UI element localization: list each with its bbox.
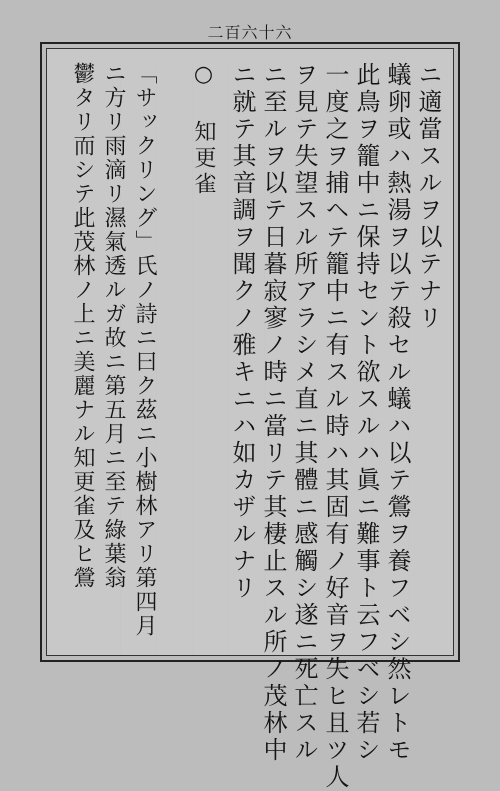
text-column-5: ヲ見テ失望スル所アラシメ直ニ其體ニ感觸シ遂ニ死亡スル <box>290 62 318 764</box>
page-number: 二百六十六 <box>207 23 293 42</box>
text-column-3: 此鳥ヲ籠中ニ保持セント欲スルハ眞ニ難事ト云フベシ若シ <box>352 62 380 764</box>
text-column-4: 一度之ヲ捕ヘテ籠中ニ有スル時ハ其固有ノ好音ヲ失ヒ且ツ人 <box>321 62 349 791</box>
text-block <box>50 52 450 791</box>
text-column-1: ニ適當スルヲ以テナリ <box>414 62 442 332</box>
text-column-8: 「サックリング」氏ノ詩ニ曰ク茲ニ小樹林アリ第四月 <box>132 62 157 638</box>
text-column-9: ニ方リ雨滴リ濕氣透ルガ故ニ第五月ニ至テ綠葉翁 <box>101 62 126 590</box>
text-column-10: 鬱タリ而シテ此茂林ノ上ニ美麗ナル知更雀及ヒ鶯 <box>70 62 95 590</box>
text-column-7: ニ就テ其音調ヲ聞クノ雅キニハ如カザルナリ <box>228 62 256 602</box>
section-heading: ○ 知更雀 <box>191 62 216 198</box>
text-column-6: ニ至ルヲ以テ日暮寂寥ノ時ニ當リテ其棲止スル所ノ茂林中 <box>259 62 287 764</box>
text-column-2: 蟻卵或ハ熱湯ヲ以テ殺セル蟻ハ以テ鶯ヲ養フベシ然レトモ <box>383 62 411 764</box>
